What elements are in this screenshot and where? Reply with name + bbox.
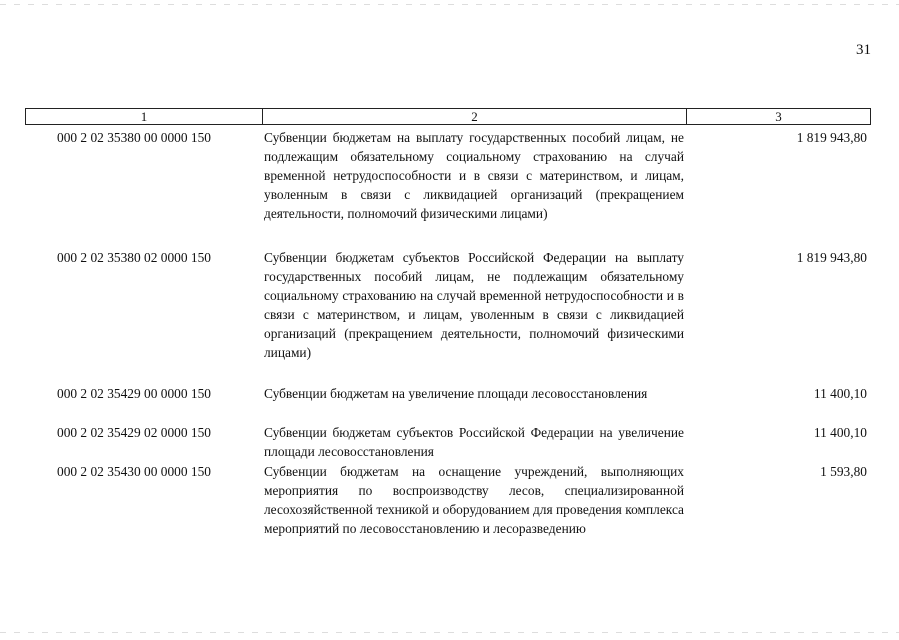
row-code: 000 2 02 35430 00 0000 150 (57, 464, 211, 479)
scan-edge-top (0, 4, 899, 5)
row-description: Субвенции бюджетам на оснащение учреждений, выполняющих мероприятия по воспроизводству лесов, специализированной лесохозяйственной техникой и оборудованием для проведения комплекса мероприятий по лесовосстановлению и лесоразведению (264, 464, 684, 536)
row-code: 000 2 02 35380 02 0000 150 (57, 250, 211, 265)
row-code: 000 2 02 35380 00 0000 150 (57, 130, 211, 145)
row-amount: 11 400,10 (813, 425, 867, 440)
row-amount: 1 819 943,80 (796, 250, 867, 265)
row-description: Субвенции бюджетам субъектов Российской Федерации на увеличение площади лесовосстановления (264, 425, 684, 459)
header-col-2: 2 (263, 109, 687, 124)
row-description: Субвенции бюджетам на выплату государственных пособий лицам, не подлежащим обязательному социальному страхованию на случай временной нетрудоспособности и в связи с материнством, и лицам, уволенным в связи с ликвидацией организаций (прекращением деятельности, полномочий физическими лицами) (264, 130, 684, 221)
row-description: Субвенции бюджетам на увеличение площади лесовосстановления (264, 386, 648, 401)
row-description: Субвенции бюджетам субъектов Российской Федерации на выплату государственных пособий лицам, не подлежащим обязательному социальному страхованию на случай временной нетрудоспособности и в связи с материнством, и лицам, уволенным в связи с ликвидацией организаций (прекращением деятельности, полномочий физическими лицами) (264, 250, 684, 360)
table-header (25, 108, 871, 125)
row-amount: 1 593,80 (820, 464, 867, 479)
row-code: 000 2 02 35429 00 0000 150 (57, 386, 211, 401)
scan-edge-bottom (0, 632, 899, 633)
row-code: 000 2 02 35429 02 0000 150 (57, 425, 211, 440)
header-col-1: 1 (26, 109, 263, 124)
row-amount: 11 400,10 (813, 386, 867, 401)
header-col-3: 3 (775, 109, 782, 124)
row-amount: 1 819 943,80 (796, 130, 867, 145)
page-number: 31 (856, 42, 871, 58)
